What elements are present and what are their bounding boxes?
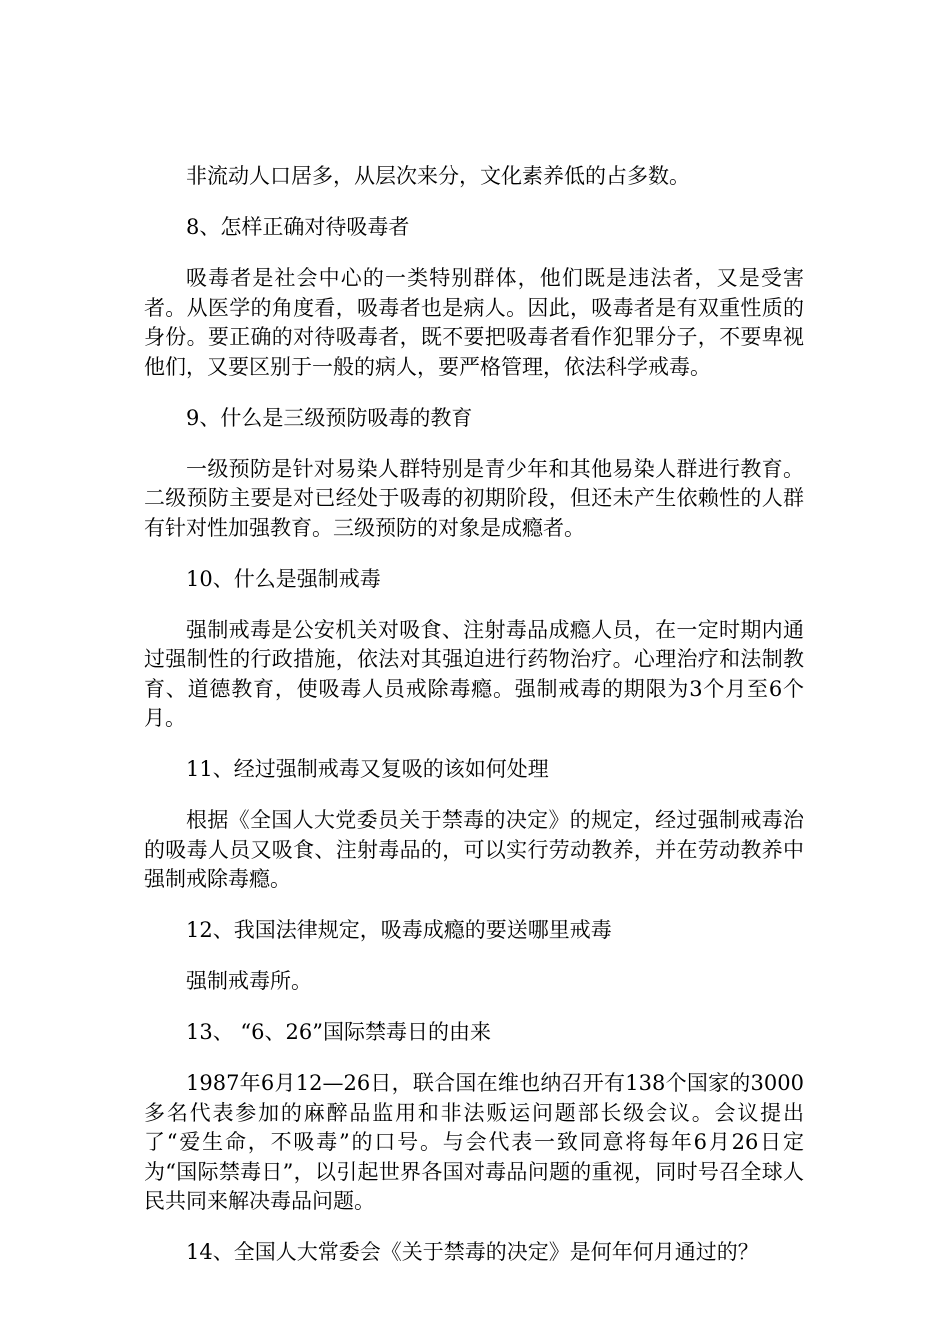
question-heading-9: 9、什么是三级预防吸毒的教育 [186, 405, 473, 430]
answer-paragraph-12: 强制戒毒所。 [186, 969, 312, 993]
question-heading-10: 10、什么是强制戒毒 [186, 566, 381, 591]
question-heading-14: 14、全国人大常委会《关于禁毒的决定》是何年何月通过的？ [186, 1240, 759, 1264]
answer-paragraph-9: 一级预防是针对易染人群特别是青少年和其他易染人群进行教育。二级预防主要是对已经处于吸毒的初期阶段，但还未产生依赖性的人群有针对性加强教育。三级预防的对象是成瘾者。 [144, 456, 804, 540]
question-heading-12: 12、我国法律规定，吸毒成瘾的要送哪里戒毒 [186, 918, 612, 942]
answer-paragraph-8: 吸毒者是社会中心的一类特别群体，他们既是违法者，又是受害者。从医学的角度看，吸毒者也是病人。因此，吸毒者是有双重性质的身份。要正确的对待吸毒者，既不要把吸毒者看作犯罪分子，不要卑视他们，又要区别于一般的病人，要严格管理，依法科学戒毒。 [144, 266, 804, 379]
document-page [144, 162, 804, 1289]
question-heading-11: 11、经过强制戒毒又复吸的该如何处理 [186, 757, 549, 781]
question-heading-13: 13、 “6、26”国际禁毒日的由来 [186, 1020, 491, 1044]
paragraph-continuation: 非流动人口居多，从层次来分，文化素养低的占多数。 [186, 164, 690, 188]
answer-paragraph-13: 1987年6月12—26日，联合国在维也纳召开有138个国家的3000多名代表参加的麻醉品监用和非法贩运问题部长级会议。会议提出了“爱生命，不吸毒”的口号。与会代表一致同意将每年6月26日定为“国际禁毒日”，以引起世界各国对毒品问题的重视，同时号召全球人民共同来解决毒品问题。 [144, 1071, 804, 1213]
question-heading-8: 8、怎样正确对待吸毒者 [186, 215, 410, 239]
answer-paragraph-10: 强制戒毒是公安机关对吸食、注射毒品成瘾人员，在一定时期内通过强制性的行政措施，依法对其强迫进行药物治疗。心理治疗和法制教育、道德教育，使吸毒人员戒除毒瘾。强制戒毒的期限为3个月至6个月。 [144, 617, 804, 730]
answer-paragraph-11: 根据《全国人大党委员关于禁毒的决定》的规定，经过强制戒毒治的吸毒人员又吸食、注射毒品的，可以实行劳动教养，并在劳动教养中强制戒除毒瘾。 [144, 808, 804, 891]
